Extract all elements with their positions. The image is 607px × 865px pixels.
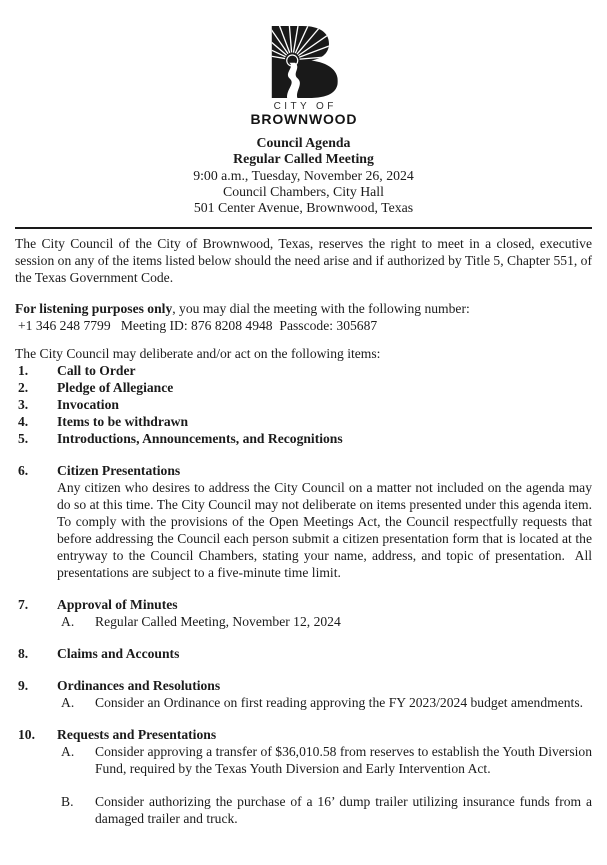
closed-session-notice: The City Council of the City of Brownwood, Texas, reserves the right to meet in a closed, executive session on any of the items listed below should the need arise and if authorized by Title 5, Chapter 551, of the Texas Government Code. xyxy=(15,236,592,286)
sub-item-text: Regular Called Meeting, November 12, 2024 xyxy=(95,614,341,630)
item-number: 6. xyxy=(18,463,29,479)
logo-city-name-text: BROWNWOOD xyxy=(250,111,358,127)
item-title: Requests and Presentations xyxy=(57,727,217,743)
agenda-title: Council Agenda xyxy=(256,135,351,150)
item-title: Introductions, Announcements, and Recognitions xyxy=(57,431,343,447)
item-number: 10. xyxy=(18,727,35,743)
item-number: 8. xyxy=(18,646,29,662)
agenda-item-call-to-order xyxy=(15,362,592,379)
logo-city-of-text: CITY OF xyxy=(273,101,337,112)
sub-item-letter: A. xyxy=(61,744,75,760)
sub-item-letter: A. xyxy=(61,695,75,711)
dial-in-info: +1 346 248 7799 Meeting ID: 876 8208 4948 Passcode: 305687 xyxy=(18,318,378,334)
item-title: Call to Order xyxy=(57,363,136,379)
meeting-type: Regular Called Meeting xyxy=(233,151,374,167)
sub-item xyxy=(57,694,592,711)
agenda-item-introductions xyxy=(15,430,592,447)
item-title: Claims and Accounts xyxy=(57,646,180,662)
sub-item-letter: B. xyxy=(61,794,74,810)
item-number: 2. xyxy=(18,380,29,396)
item-number: 4. xyxy=(18,414,29,430)
agenda-item-approval-of-minutes xyxy=(15,596,592,630)
agenda-item-ordinances-resolutions xyxy=(15,677,592,711)
listening-notice-bold: For listening purposes only xyxy=(15,301,173,317)
sub-item-letter: A. xyxy=(61,614,75,630)
sub-item xyxy=(57,793,592,827)
sub-item xyxy=(57,613,592,630)
item-number: 7. xyxy=(18,597,29,613)
agenda-item-invocation xyxy=(15,396,592,413)
listening-notice-rest: , you may dial the meeting with the following number: xyxy=(172,301,470,317)
agenda-item-pledge xyxy=(15,379,592,396)
agenda-list xyxy=(15,362,599,827)
agenda-item-withdrawn xyxy=(15,413,592,430)
divider-rule xyxy=(15,227,592,229)
sub-item-text: Consider approving a transfer of $36,010.58 from reserves to establish the Youth Diversion Fund, required by the Texas Youth Diversion and Early Intervention Act. xyxy=(95,744,592,777)
brownwood-b-logo xyxy=(267,26,341,98)
meeting-title-block xyxy=(15,135,592,216)
meeting-address: 501 Center Avenue, Brownwood, Texas xyxy=(193,200,414,216)
agenda-item-citizen-presentations xyxy=(15,462,599,581)
sub-item-text: Consider authorizing the purchase of a 16’ dump trailer utilizing insurance funds from a damaged trailer and truck. xyxy=(95,794,592,827)
item-title: Approval of Minutes xyxy=(57,597,178,613)
item-title: Citizen Presentations xyxy=(57,463,181,479)
sub-item xyxy=(57,743,592,777)
city-logo-block xyxy=(15,26,592,127)
item-title: Invocation xyxy=(57,397,119,413)
listening-notice xyxy=(15,300,592,317)
item-number: 3. xyxy=(18,397,29,413)
item-title: Ordinances and Resolutions xyxy=(57,678,221,694)
deliberate-note: The City Council may deliberate and/or act on the following items: xyxy=(15,346,381,362)
item-number: 5. xyxy=(18,431,29,447)
agenda-item-claims-and-accounts xyxy=(15,645,592,662)
item-number: 1. xyxy=(18,363,29,379)
meeting-location: Council Chambers, City Hall xyxy=(223,183,384,199)
item-title: Pledge of Allegiance xyxy=(57,380,174,396)
meeting-datetime: 9:00 a.m., Tuesday, November 26, 2024 xyxy=(193,167,414,183)
item-title: Items to be withdrawn xyxy=(57,414,189,430)
item-number: 9. xyxy=(18,678,29,694)
sub-item-text: Consider an Ordinance on first reading approving the FY 2023/2024 budget amendments. xyxy=(95,695,584,711)
agenda-item-requests-presentations xyxy=(15,726,592,827)
logo-b-silhouette xyxy=(267,26,341,98)
item-body: Any citizen who desires to address the City Council on a matter not included on the agenda may do so at this time. The City Council may not deliberate on items presented under this agenda item. To comply with the provisions of the Open Meetings Act, the Council respectfully requests that before addressing the Council each person submit a citizen presentation form that is located at the entryway to the Council Chambers, stating your name, address, and topic of presentation. All presentations are subject to a five-minute time limit. xyxy=(57,480,599,581)
